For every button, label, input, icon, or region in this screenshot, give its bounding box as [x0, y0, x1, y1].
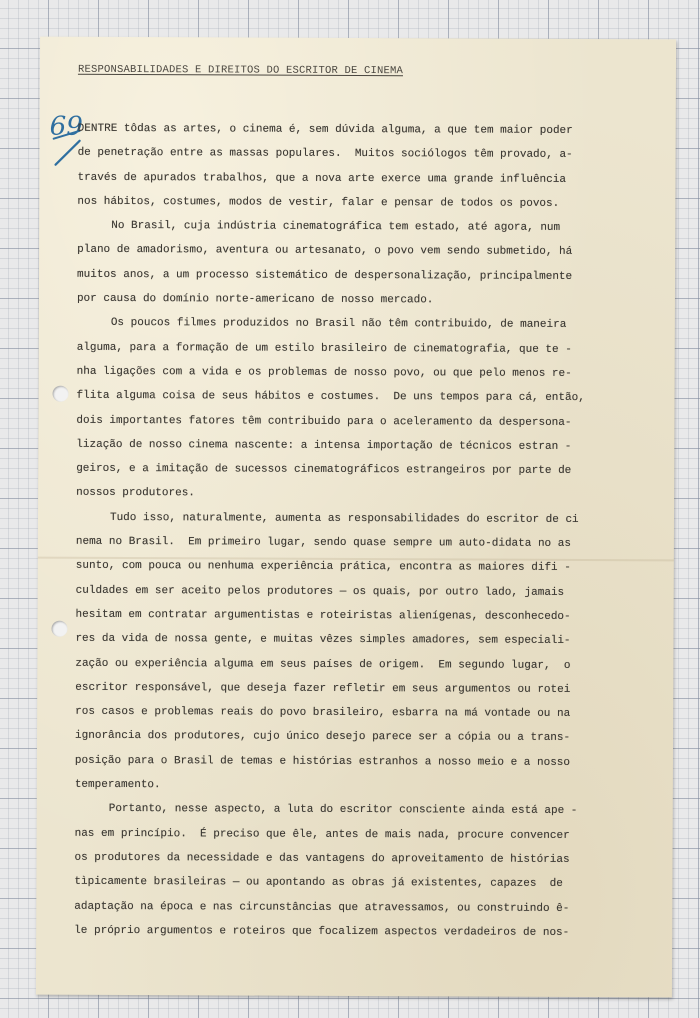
- text-line: nha ligações com a vida e os problemas de nosso povo, ou que pelo menos re-: [76, 365, 572, 380]
- document-page: [36, 37, 676, 998]
- text-line: hesitam em contratar argumentistas e roteiristas alienígenas, desconhecedo-: [75, 608, 571, 623]
- text-line: posição para o Brasil de temas e histórias estranhos a nosso meio e a nosso: [74, 754, 571, 769]
- text-line: nema no Brasil. Em primeiro lugar, sendo quase sempre um auto-didata no as: [75, 535, 572, 550]
- text-line: nas em princípio. É preciso que êle, antes de mais nada, procure convencer: [74, 827, 570, 842]
- document-title: RESPONSABILIDADES E DIREITOS DO ESCRITOR DE CINEMA: [77, 63, 404, 78]
- punch-hole: [53, 386, 69, 402]
- text-line: zação ou experiência alguma em seus países de origem. Em segundo lugar, o: [75, 657, 571, 672]
- text-line: alguma, para a formação de um estilo brasileiro de cinematografia, que te -: [76, 341, 572, 356]
- text-line: ros casos e problemas reais do povo brasileiro, esbarra na má vontade ou na: [75, 705, 571, 721]
- text-line: No Brasil, cuja indústria cinematográfica tem estado, até agora, num: [111, 220, 561, 235]
- text-line: por causa do domínio norte-americano de nosso mercado.: [76, 292, 434, 307]
- text-line: culdades em ser aceito pelos produtores — os quais, por outro lado, jamais: [75, 584, 565, 599]
- text-line: tìpicamente brasileiras — ou apontando as obras já existentes, capazes de: [74, 875, 563, 891]
- text-line: escritor responsável, que deseja fazer refletir em seus argumentos ou rotei: [75, 681, 571, 696]
- text-line: sunto, com pouca ou nenhuma experiência prática, encontra as maiores difi -: [75, 560, 571, 575]
- text-line: ignorância dos produtores, cujo único desejo parece ser a cópia ou a trans-: [75, 730, 571, 745]
- text-line: le próprio argumentos e roteiros que focalizem aspectos verdadeiros de nos-: [74, 924, 570, 939]
- text-line: nossos produtores.: [76, 487, 195, 500]
- punch-hole: [51, 621, 67, 637]
- text-line: plano de amadorismo, aventura ou artesanato, o povo vem sendo submetido, há: [77, 244, 573, 259]
- text-line: muitos anos, a um processo sistemático de despersonalização, principalmente: [77, 268, 573, 283]
- text-line: Tudo isso, naturalmente, aumenta as responsabilidades do escritor de ci: [109, 511, 579, 526]
- text-line: dois importantes fatores têm contribuido para o aceleramento da despersona-: [76, 414, 572, 429]
- text-line: Portanto, nesse aspecto, a luta do escritor consciente ainda está ape -: [108, 803, 578, 818]
- text-line: través de apurados trabalhos, que a nova arte exerce uma grande influência: [77, 171, 566, 186]
- text-line: flita alguma coisa de seus hábitos e costumes. De uns tempos para cá, então,: [76, 390, 585, 405]
- text-line: os produtores da necessidade e das vantagens do aproveitamento de histórias: [74, 851, 570, 866]
- text-line: de penetração entre as massas populares. Muitos sociólogos têm provado, a-: [77, 147, 573, 162]
- text-line: temperamento.: [74, 778, 161, 792]
- text-line: Os poucos filmes produzidos no Brasil não têm contribuido, de maneira: [110, 317, 567, 332]
- handwritten-number-text: 69: [49, 111, 83, 142]
- text-line: nos hábitos, costumes, modos de vestir, falar e pensar de todos os povos.: [77, 195, 560, 210]
- text-line: adaptação na época e nas circunstâncias que atravessamos, ou construindo ê-: [74, 900, 570, 915]
- document-body: [74, 117, 638, 946]
- text-line: lização de nosso cinema nascente: a intensa importação de técnicos estran -: [76, 438, 572, 453]
- text-line: res da vida de nossa gente, e muitas vêzes simples amadores, sem especiali-: [75, 633, 571, 648]
- text-line: DENTRE tôdas as artes, o cinema é, sem dúvida alguma, a que tem maior poder: [77, 122, 573, 137]
- text-line: geiros, e a imitação de sucessos cinematográficos estrangeiros por parte de: [76, 462, 572, 478]
